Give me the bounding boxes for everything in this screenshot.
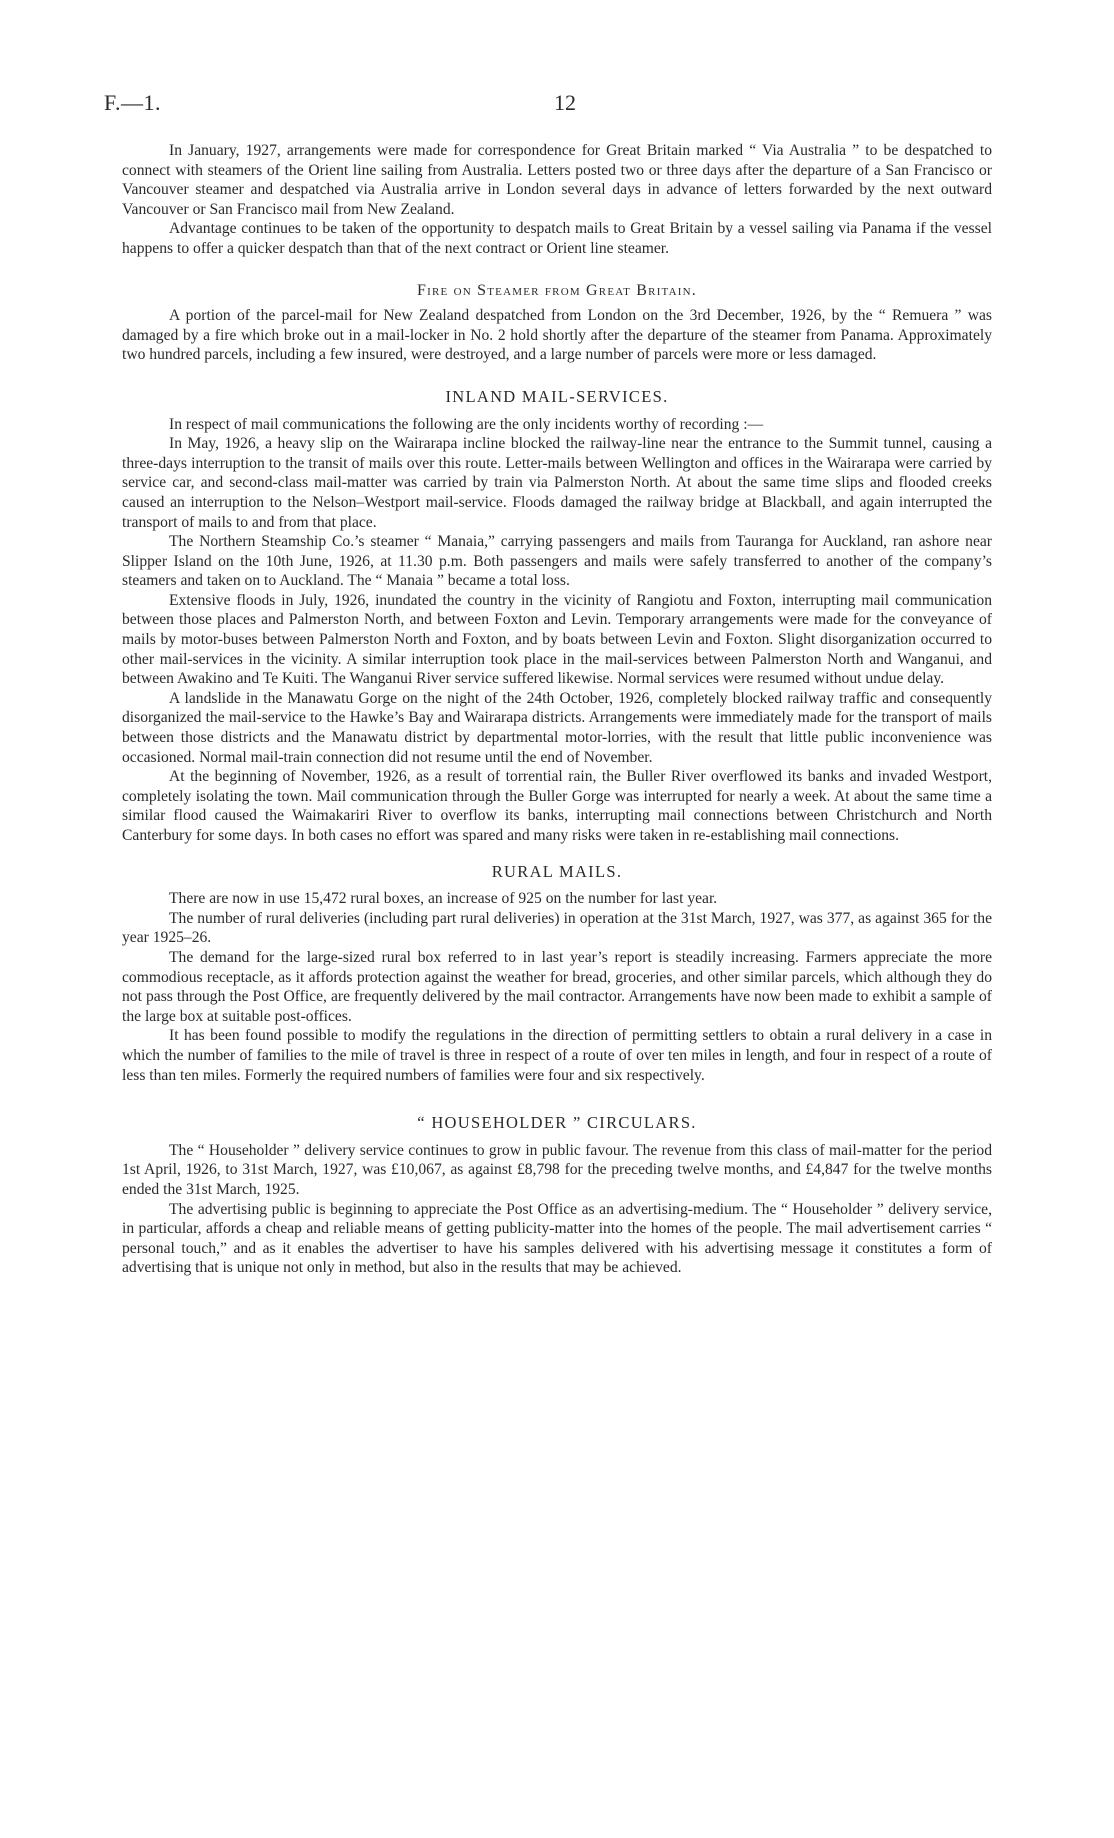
paragraph: At the beginning of November, 1926, as a result of torrential rain, the Buller River overflowed its banks and invaded Westport, completely isolating the town. Mail communication through the Buller Gorge was interrupted for nearly a week. At about the same time a similar flood caused the Waimakariri River to overflow its banks, interrupting mail connections between Christchurch and North Canterbury for some days. In both cases no effort was spared and many risks were taken in re-establishing mail connections. bbox=[122, 768, 992, 844]
paragraph: Advantage continues to be taken of the opportunity to despatch mails to Great Britain by a vessel sailing via Panama if the vessel happens to offer a quicker despatch than that of the next contract or Orient line steamer. bbox=[122, 220, 992, 257]
document-body bbox=[122, 141, 992, 1278]
paragraph: In May, 1926, a heavy slip on the Wairarapa incline blocked the railway-line near the entrance to the Summit tunnel, causing a three-days interruption to the transit of mails over this route. Letter-mails between Wellington and offices in the Wairarapa were carried by service car, and second-class mail-matter was carried by train via Palmerston North. At about the same time slips and flooded creeks caused an interruption to the Nelson–Westport mail-service. Floods damaged the railway bridge at Blackball, and again interrupted the transport of mails to and from that place. bbox=[122, 435, 992, 531]
paragraph: The Northern Steamship Co.’s steamer “ Manaia,” carrying passengers and mails from Tauranga for Auckland, ran ashore near Slipper Island on the 10th June, 1926, at 11.30 p.m. Both passengers and mails were safely transferred to another of the company’s steamers and taken on to Auckland. The “ Manaia ” became a total loss. bbox=[122, 533, 992, 590]
paragraph: In respect of mail communications the following are the only incidents worthy of recording :— bbox=[169, 415, 764, 433]
paragraph: The “ Householder ” delivery service continues to grow in public favour. The revenue from this class of mail-matter for the period 1st April, 1926, to 31st March, 1927, was £10,067, as against £8,798 for the preceding twelve months, and £4,847 for the twelve months ended the 31st March, 1925. bbox=[122, 1141, 992, 1198]
paragraph: There are now in use 15,472 rural boxes, an increase of 925 on the number for last year. bbox=[169, 890, 718, 908]
paragraph: In January, 1927, arrangements were made for correspondence for Great Britain marked “ Via Australia ” to be despatched to connect with steamers of the Orient line sailing from Australia. Letters posted two or three days after the departure of a San Francisco or Vancouver steamer and despatched via Australia arrive in London several days in advance of letters forwarded by the next outward Vancouver or San Francisco mail from New Zealand. bbox=[122, 142, 992, 218]
document-reference: F.—1. bbox=[104, 90, 161, 115]
rural-section-body bbox=[122, 889, 992, 1085]
section-heading-fire: Fire on Steamer from Great Britain. bbox=[417, 281, 697, 299]
paragraph: A landslide in the Manawatu Gorge on the night of the 24th October, 1926, completely blocked railway traffic and consequently disorganized the mail-service to the Hawke’s Bay and Wairarapa districts. Arrangements were immediately made for the transport of mails between those districts and the Manawatu district by departmental motor-lorries, with the result that little public inconvenience was occasioned. Normal mail-train connection did not resume until the end of November. bbox=[122, 689, 992, 766]
page-number: 12 bbox=[554, 90, 576, 115]
paragraph: A portion of the parcel-mail for New Zealand despatched from London on the 3rd December, 1926, by the “ Remuera ” was damaged by a fire which broke out in a mail-locker in No. 2 hold shortly after the departure of the steamer from Panama. Approximately two hundred parcels, including a few insured, were destroyed, and a large number of parcels were more or less damaged. bbox=[122, 307, 992, 364]
page-header bbox=[104, 90, 992, 120]
householder-section-body bbox=[122, 1141, 992, 1278]
paragraph: The demand for the large-sized rural box referred to in last year’s report is steadily increasing. Farmers appreciate the more commodious receptacle, as it affords protection against the weather for bread, groceries, and other similar parcels, which although they do not pass through the Post Office, are frequently delivered by the mail contractor. Arrangements have now been made to exhibit a sample of the large box at suitable post-offices. bbox=[122, 948, 992, 1025]
paragraph: The advertising public is beginning to appreciate the Post Office as an advertising-medium. The “ Householder ” delivery service, in particular, affords a cheap and reliable means of getting publicity-matter into the homes of the people. The mail advertisement carries “ personal touch,” and as it enables the advertiser to have his samples delivered with his advertising message it constitutes a form of advertising that is unique not only in method, but also in the results that may be achieved. bbox=[122, 1200, 992, 1277]
fire-section-body bbox=[122, 306, 992, 365]
section-heading-rural-mails: RURAL MAILS. bbox=[491, 861, 623, 881]
paragraph: It has been found possible to modify the regulations in the direction of permitting settlers to obtain a rural delivery in a case in which the number of families to the mile of travel is three in respect of a route of over ten miles in length, and four in respect of a route of less than ten miles. Formerly the required numbers of families were four and six respectively. bbox=[122, 1027, 992, 1084]
paragraph: The number of rural deliveries (including part rural deliveries) in operation at the 31st March, 1927, was 377, as against 365 for the year 1925–26. bbox=[122, 909, 992, 947]
paragraph: Extensive floods in July, 1926, inundated the country in the vicinity of Rangiotu and Foxton, interrupting mail communication between those places and Palmerston North, and between Foxton and Levin. Temporary arrangements were made for the conveyance of mails by motor-buses between Palmerston North and Foxton, and by boats between Levin and Foxton. Slight disorganization occurred to other mail-services in the vicinity. A similar interruption took place in the mail-services between Palmerston North and Wanganui, and between Awakino and Te Kuiti. The Wanganui River service suffered likewise. Normal services were resumed without undue delay. bbox=[122, 591, 992, 688]
inland-section-body bbox=[122, 415, 992, 846]
section-heading-householder-circulars: “ HOUSEHOLDER ” CIRCULARS. bbox=[417, 1113, 697, 1133]
intro-block bbox=[122, 141, 992, 259]
section-heading-inland-mail: INLAND MAIL-SERVICES. bbox=[445, 386, 669, 406]
